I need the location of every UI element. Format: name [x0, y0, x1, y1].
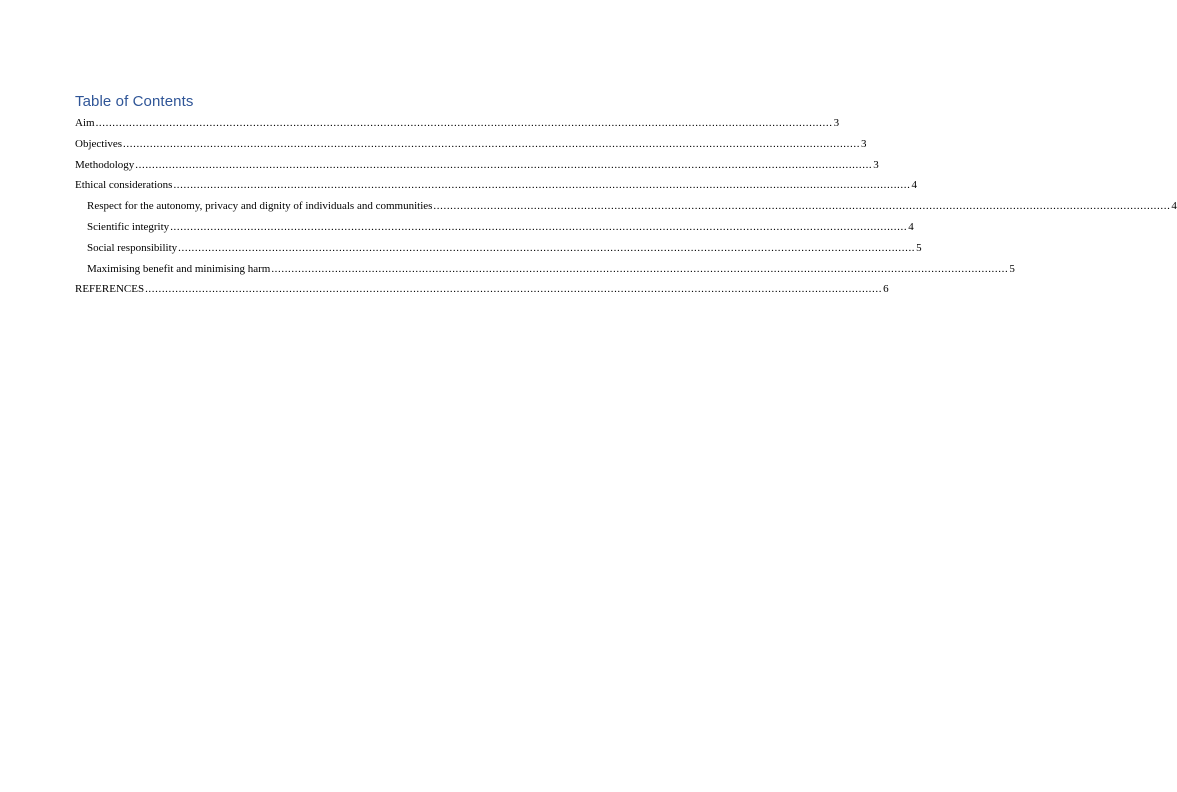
- toc-entry-text: Respect for the autonomy, privacy and dignity of individuals and communities: [87, 200, 433, 213]
- toc-entry-methodology[interactable]: [75, 155, 879, 176]
- toc-entry-page: 4: [908, 220, 914, 233]
- toc-leader-dots: ............................................................................................................................................................................................................................: [135, 158, 873, 171]
- toc-entries: [75, 113, 1177, 300]
- toc-entry-aim[interactable]: [75, 113, 840, 134]
- toc-entry-social-responsibility[interactable]: [75, 238, 922, 259]
- toc-entry-page: 4: [1171, 200, 1177, 213]
- toc-leader-dots: ............................................................................................................................................................................................................................: [170, 220, 908, 233]
- toc-entry-references[interactable]: [75, 279, 889, 300]
- toc-entry-text: Scientific integrity: [87, 220, 170, 233]
- toc-entry-text: Ethical considerations: [75, 179, 173, 192]
- toc-entry-objectives[interactable]: [75, 134, 867, 155]
- toc-entry-text: Methodology: [75, 158, 135, 171]
- toc-entry-text: Aim: [75, 117, 95, 129]
- table-of-contents: [75, 92, 1177, 300]
- toc-entry-page: 6: [883, 283, 889, 296]
- toc-leader-dots: ............................................................................................................................................................................................................................: [271, 262, 1009, 275]
- toc-entry-page: 3: [833, 117, 840, 129]
- toc-leader-dots: ............................................................................................................................................................................................................................: [145, 283, 883, 296]
- toc-entry-text: Social responsibility: [87, 241, 178, 254]
- toc-entry-page: 5: [1009, 262, 1015, 275]
- toc-leader-dots: ............................................................................................................................................................................................................................: [95, 117, 833, 129]
- toc-title: Table of Contents: [75, 93, 194, 110]
- toc-entry-text: REFERENCES: [75, 283, 145, 296]
- toc-entry-maximising-benefit[interactable]: [75, 259, 1015, 280]
- toc-entry-text: Maximising benefit and minimising harm: [87, 262, 271, 275]
- toc-leader-dots: ............................................................................................................................................................................................................................: [178, 241, 916, 254]
- toc-entry-ethical-considerations[interactable]: [75, 175, 917, 196]
- toc-entry-page: 3: [861, 137, 867, 150]
- toc-leader-dots: ............................................................................................................................................................................................................................: [433, 200, 1171, 213]
- toc-entry-text: Objectives: [75, 137, 123, 150]
- toc-entry-page: 3: [873, 158, 879, 171]
- toc-leader-dots: ............................................................................................................................................................................................................................: [173, 179, 911, 192]
- toc-entry-scientific-integrity[interactable]: [75, 217, 914, 238]
- toc-entry-page: 5: [916, 241, 922, 254]
- toc-entry-page: 4: [911, 179, 917, 192]
- toc-leader-dots: ............................................................................................................................................................................................................................: [123, 137, 861, 150]
- toc-entry-respect-autonomy[interactable]: [75, 196, 1177, 217]
